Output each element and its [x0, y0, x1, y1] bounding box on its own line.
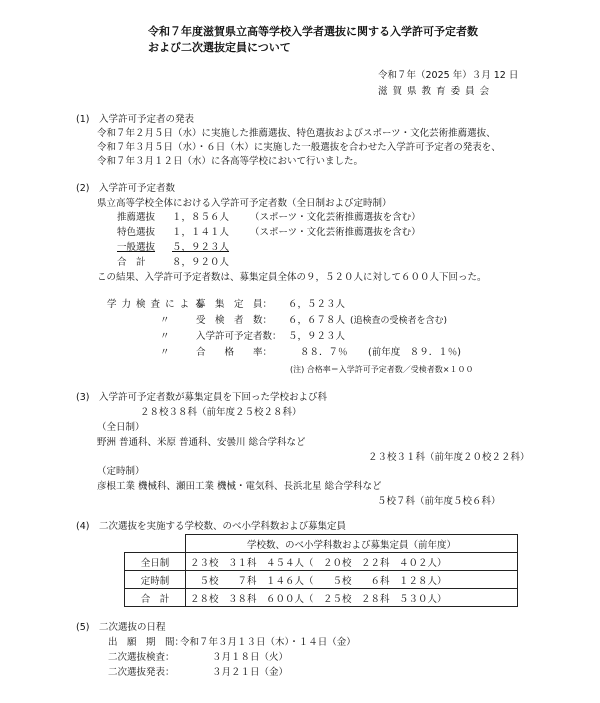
- count-row-value: ８，９２０人: [172, 257, 230, 268]
- table-header: 学校数、のべ小学科数および募集定員（前年度）: [186, 535, 518, 553]
- table-row: [125, 571, 518, 589]
- table-row-label: 定時制: [125, 571, 186, 589]
- section1-paragraph-line: 令和７年３月５日（水）・６日（木）に実施した一般選抜を合わせた入学許可予定者の発表を、: [97, 142, 501, 153]
- schedule-value: ３月２１日（金）: [212, 667, 289, 678]
- parttime-count: ５校７科（前年度５校６科）: [377, 496, 501, 507]
- section3-total: ２８校３８科（前年度２５校２８科）: [140, 407, 302, 418]
- table-row-label: 合 計: [125, 589, 186, 607]
- count-row-value: ５，９２３人: [172, 242, 230, 253]
- stat-label: 合 格 率：: [196, 347, 273, 358]
- count-row-value: １，１４１人: [172, 227, 230, 238]
- schedule-value: 令和７年３月１３日（木）・１４日（金）: [180, 637, 356, 648]
- stat-note: (前年度 ８９．１％): [368, 347, 461, 358]
- stat-label: 受 検 者 数：: [196, 315, 273, 326]
- count-row-label: 合 計: [117, 257, 146, 268]
- parttime-school-list: 彦根工業 機械科、瀬田工業 機械・電気科、長浜北星 総合学科など: [97, 481, 382, 492]
- fulltime-label: （全日制）: [97, 422, 145, 433]
- document-title-line2: および二次選抜定員について: [148, 41, 291, 54]
- section1-paragraph-line: 令和７年２月５日（水）に実施した推薦選抜、特色選抜およびスポーツ・文化芸術推薦選抜、: [97, 128, 496, 139]
- schedule-value: ３月１８日（火）: [212, 652, 289, 663]
- count-row-note: （スポーツ・文化芸術推薦選抜を含む）: [250, 212, 421, 223]
- ditto-mark: 〃: [160, 347, 170, 358]
- table-row-label: 全日制: [125, 553, 186, 571]
- section2-subheading: 県立高等学校全体における入学許可予定者数（全日制および定時制）: [97, 198, 392, 209]
- table-row-value: ２８校 ３８科 ６００人（ ２５校 ２８科 ５３０人）: [186, 589, 518, 607]
- stat-label: 入学許可予定者数：: [196, 331, 282, 342]
- stat-value: ５，９２３人: [288, 331, 346, 342]
- parttime-label: （定時制）: [97, 466, 145, 477]
- footnote: (注) 合格率＝入学許可予定者数／受検者数×１００: [290, 365, 474, 374]
- count-row-label: 一般選抜: [117, 242, 156, 253]
- table-header-row: [125, 535, 518, 553]
- table-row: [125, 589, 518, 607]
- section4-heading: (4) 二次選抜を実施する学校数、のべ小学科数および募集定員: [76, 521, 346, 532]
- stat-value: ８８．７％: [300, 347, 348, 358]
- issue-date: 令和７年（2025 年）３月 12 日: [378, 70, 519, 81]
- stat-value: ６，６７８人: [288, 315, 346, 326]
- table-corner: [125, 535, 186, 553]
- ditto-mark: 〃: [160, 315, 170, 326]
- section1-heading: (1) 入学許可予定者の発表: [76, 114, 194, 125]
- result-sentence: この結果、入学許可予定者数は、募集定員全体の９，５２０人に対して６００人下回った。: [97, 272, 487, 283]
- ditto-mark: 〃: [160, 331, 170, 342]
- fulltime-count: ２３校３１科（前年度２０校２２科）: [368, 452, 530, 463]
- issuer: 滋 賀 県 教 育 委 員 会: [378, 86, 491, 97]
- table-row-value: ２３校 ３１科 ４５４人（ ２０校 ２２科 ４０２人）: [186, 553, 518, 571]
- secondary-selection-table: [124, 534, 518, 607]
- stat-value: ６，５２３人: [288, 299, 346, 310]
- count-row-value: １，８５６人: [172, 212, 230, 223]
- table-row-value: ５校 ７科 １４６人（ ５校 ６科 １２８人）: [186, 571, 518, 589]
- count-row-label: 推薦選抜: [117, 212, 156, 223]
- schedule-label: 出 願 期 間：: [108, 637, 185, 648]
- table-row: [125, 553, 518, 571]
- schedule-label: 二次選抜発表：: [108, 667, 175, 678]
- stat-label: 募 集 定 員：: [196, 299, 273, 310]
- document-title-line1: 令和７年度滋賀県立高等学校入学者選抜に関する入学許可予定者数: [148, 25, 478, 38]
- schedule-label: 二次選抜検査：: [108, 652, 175, 663]
- count-row-label: 特色選抜: [117, 227, 156, 238]
- stat-prefix: 学 力 検 査 に よ る: [107, 299, 205, 310]
- fulltime-school-list: 野洲 普通科、米原 普通科、安曇川 総合学科など: [97, 437, 306, 448]
- section3-heading: (3) 入学許可予定者数が募集定員を下回った学校および科: [76, 392, 327, 403]
- section1-paragraph-line: 令和７年３月１２日（水）に各高等学校において行いました。: [97, 156, 364, 167]
- section5-heading: (5) 二次選抜の日程: [76, 622, 166, 633]
- stat-note: (追検査の受検者を含む): [350, 316, 448, 326]
- count-row-note: （スポーツ・文化芸術推薦選抜を含む）: [250, 227, 421, 238]
- section2-heading: (2) 入学許可予定者数: [76, 183, 175, 194]
